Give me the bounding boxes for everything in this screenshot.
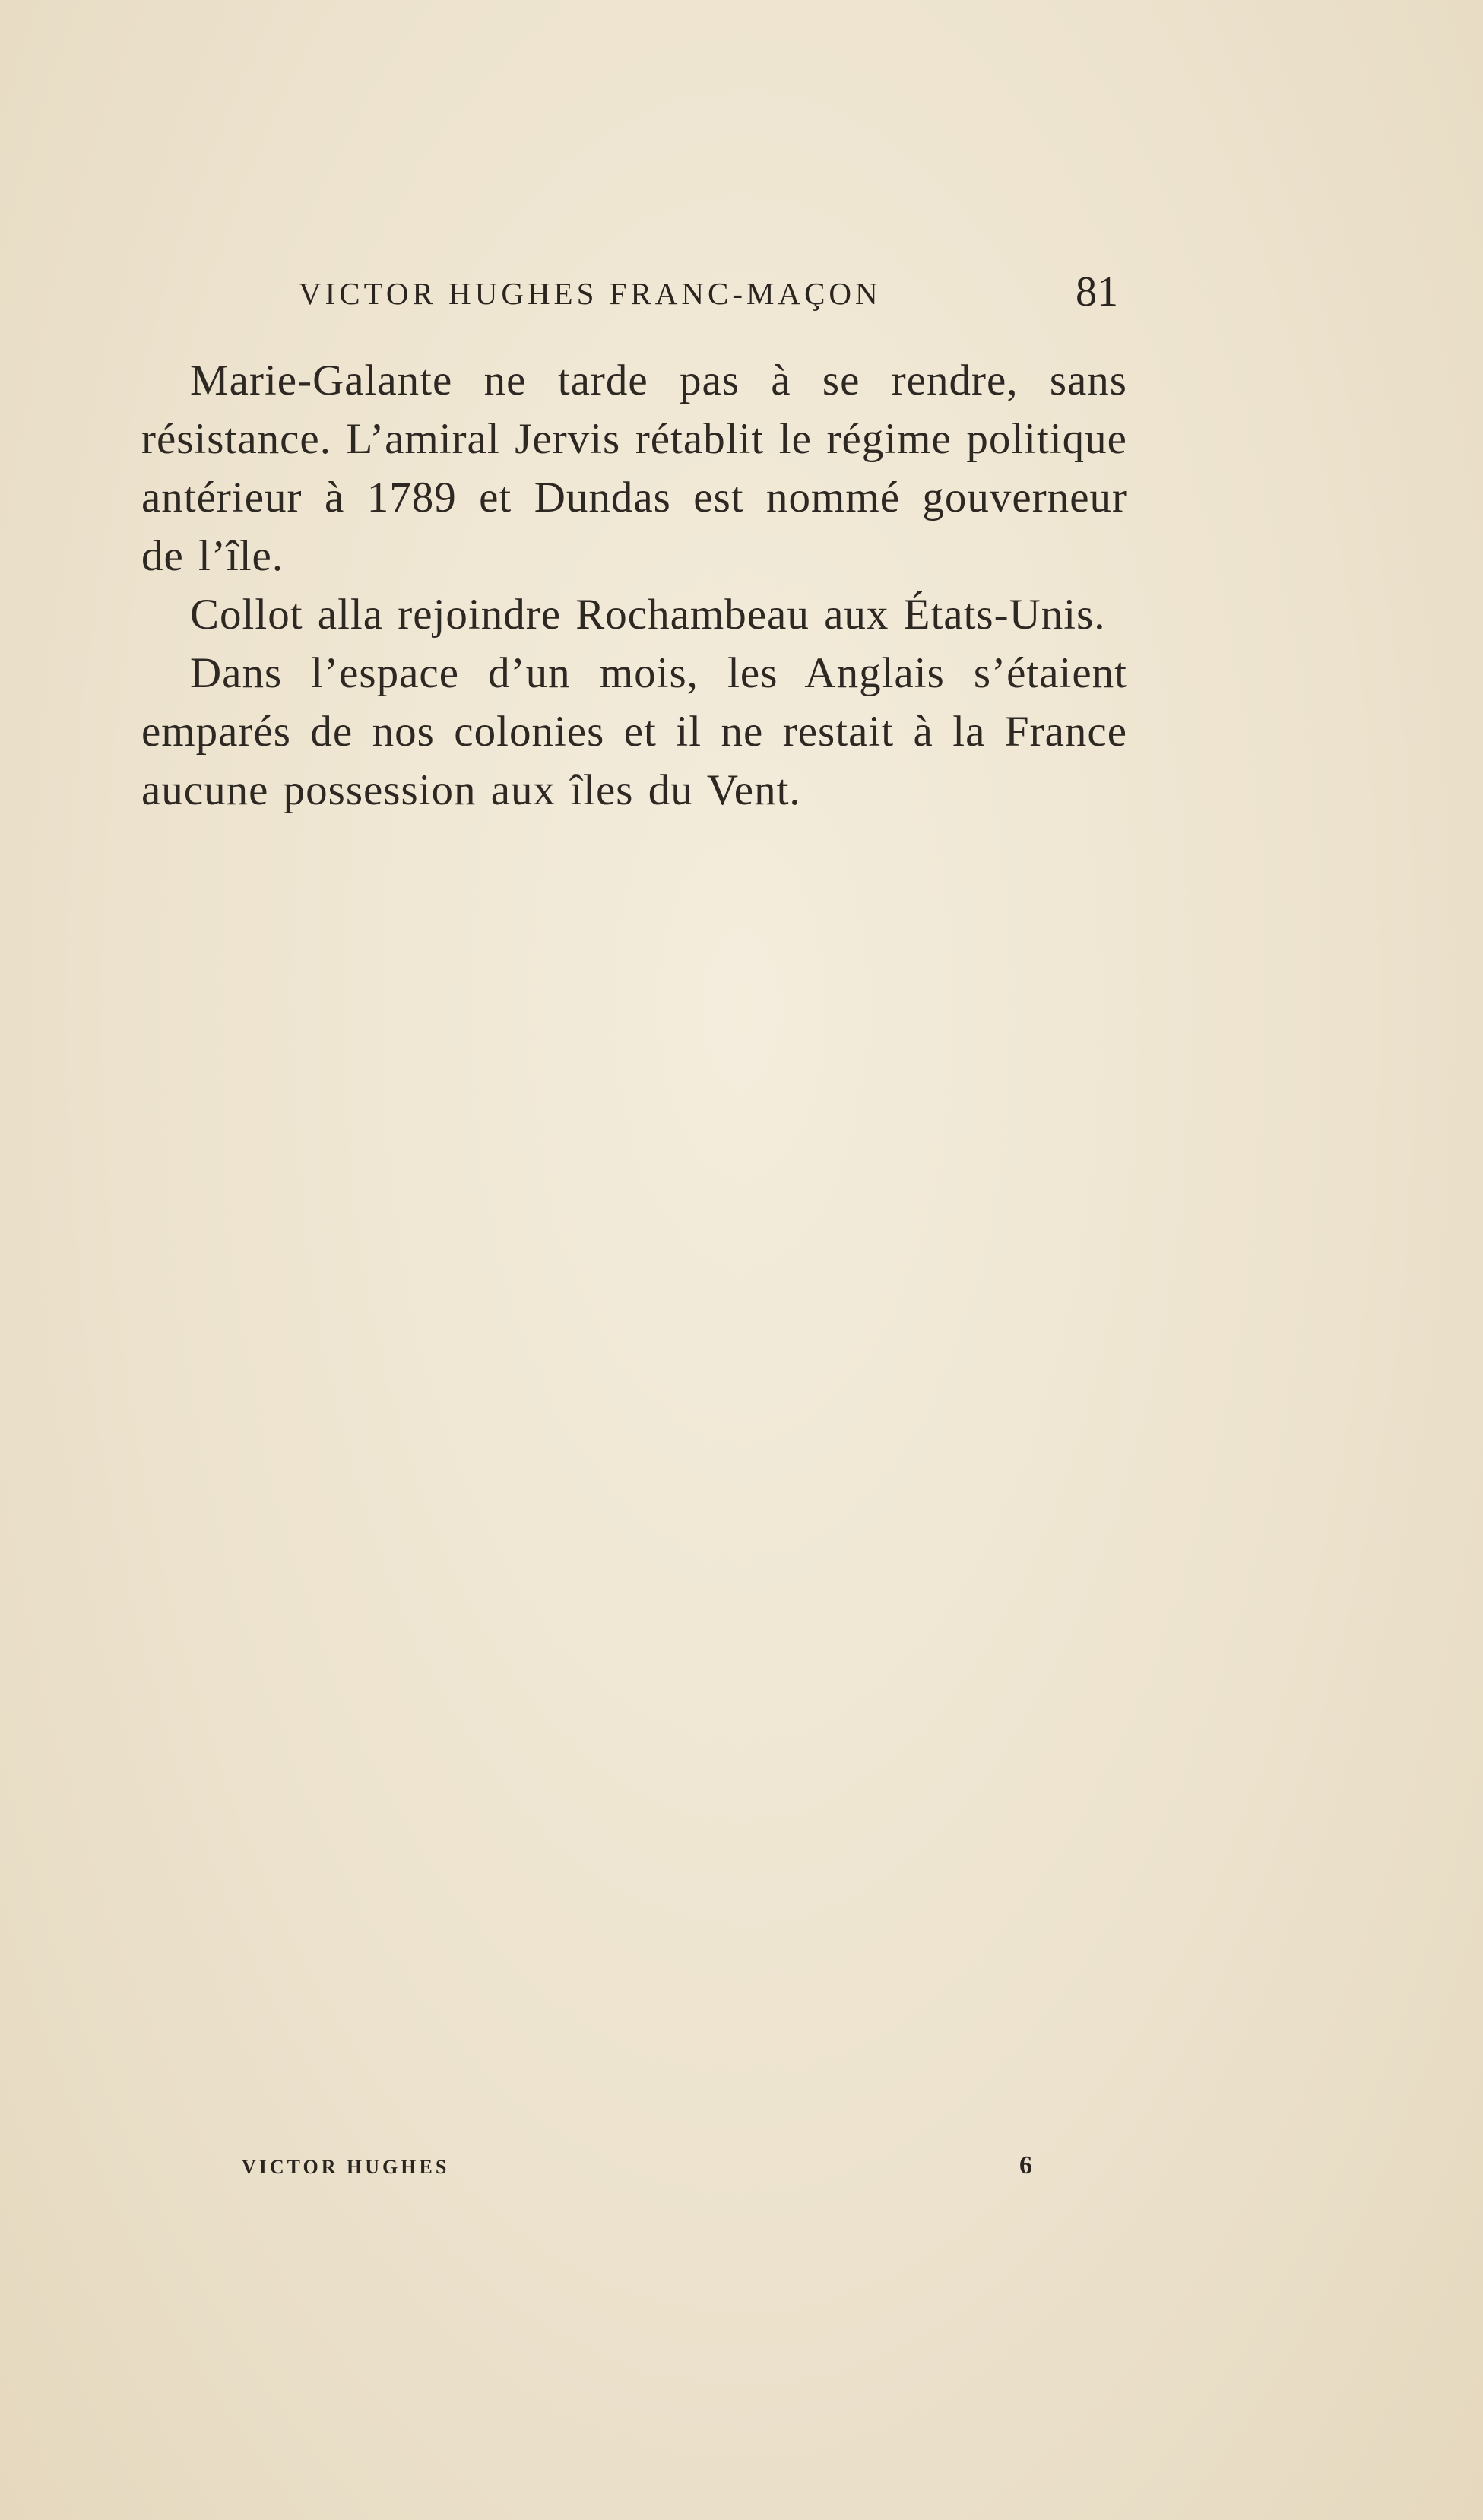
paragraph: Collot alla rejoindre Rochambeau aux États-Unis.: [190, 591, 1106, 639]
paragraph: Marie-Galante ne tarde pas à se rendre, sans résistance. L’amiral Jervis rétablit le régime politique antérieur à 1789 et Dundas est nommé gouverneur de l’île.: [141, 357, 1127, 580]
paragraph: Dans l’espace d’un mois, les Anglais s’étaient emparés de nos colonies et il ne restait à la France aucune possession aux îles du Vent.: [141, 649, 1127, 814]
signature-mark: 6: [1019, 2151, 1032, 2179]
body-text: [141, 351, 1127, 819]
printer-signature: VICTOR HUGHES: [242, 2156, 450, 2178]
running-title: VICTOR HUGHES FRANC-MAÇON: [299, 276, 882, 311]
page-number: 81: [1076, 268, 1118, 315]
running-head: [299, 268, 1124, 321]
page-footer: [242, 2151, 1032, 2182]
